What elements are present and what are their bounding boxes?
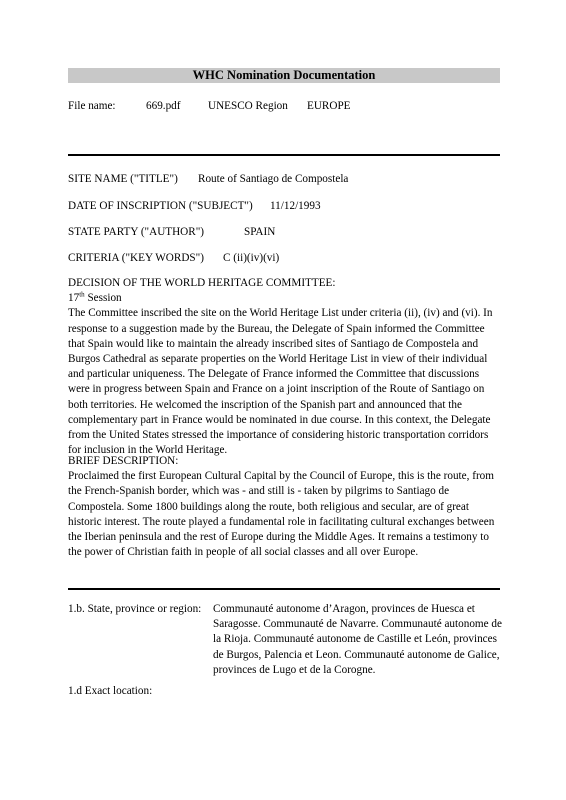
file-name-label: File name: bbox=[68, 100, 116, 112]
session-ordinal: th bbox=[79, 290, 85, 299]
brief-divider bbox=[68, 588, 500, 590]
date-of-inscription-label: DATE OF INSCRIPTION ("SUBJECT") bbox=[68, 200, 253, 212]
decision-body: The Committee inscribed the site on the World Heritage List under criteria (ii), (iv) and (vi). In response to a suggestion made by the Bureau, the Delegate of Spain informed the Committee that Spain would like to maintain the already inscribed sites of Santiago de Compostela and Burgos Cathedral as separate properties on the World Heritage List in view of their individual and particular uniqueness. The Delegate of France informed the Committee that discussions were in progress between Spain and France on a joint inscription of the Route of Santiago on both territories. He welcomed the inscription of the Spanish part and announced that the complementary part in France would be nominated in due course. In this context, the Delegate from the United States stressed the importance of considering historic transportation corridors for inclusion in the World Heritage. bbox=[68, 307, 493, 457]
session-number: 17 bbox=[68, 292, 80, 305]
session-word: Session bbox=[84, 292, 122, 305]
site-name-value: Route of Santiago de Compostela bbox=[198, 173, 349, 185]
state-party-label: STATE PARTY ("AUTHOR") bbox=[68, 226, 205, 238]
province-value: Communauté autonome d’Aragon, provinces de Huesca et Saragosse. Communauté de Navarre. Communauté autonome de la Rioja. Communauté autonome de Castille et León, provinces de Burgos, Palencia et Leon. Communauté autonome de Galice, provinces de Lugo et de la Corogne. bbox=[213, 603, 502, 676]
site-name-label: SITE NAME ("TITLE") bbox=[68, 173, 178, 185]
brief-description-body: Proclaimed the first European Cultural Capital by the Council of Europe, this is the route, from the French-Spanish border, which was - and still is - taken by pilgrims to Santiago de Compostela. Some 1800 buildings along the route, both religious and secular, are of great historic interest. The route played a fundamental role in facilitating cultural exchanges between the Iberian peninsula and the rest of Europe during the Middle Ages. It remains a testimony to the power of Christian faith in people of all social classes and all over Europe. bbox=[68, 470, 495, 559]
document-title: WHC Nomination Documentation bbox=[68, 68, 500, 83]
header-divider bbox=[68, 154, 500, 156]
unesco-region-label: UNESCO Region bbox=[208, 100, 288, 112]
exact-location-label: 1.d Exact location: bbox=[68, 685, 153, 697]
criteria-value: C (ii)(iv)(vi) bbox=[223, 252, 280, 264]
brief-description-section bbox=[68, 454, 500, 560]
file-name-value: 669.pdf bbox=[146, 100, 181, 112]
province-label: 1.b. State, province or region: bbox=[68, 603, 202, 615]
brief-description-heading: BRIEF DESCRIPTION: bbox=[68, 455, 179, 467]
decision-section bbox=[68, 276, 500, 458]
session-line bbox=[68, 291, 500, 306]
unesco-region-value: EUROPE bbox=[307, 100, 351, 112]
criteria-label: CRITERIA ("KEY WORDS") bbox=[68, 252, 204, 264]
date-of-inscription-value: 11/12/1993 bbox=[270, 200, 321, 212]
state-party-value: SPAIN bbox=[244, 226, 276, 238]
decision-heading: DECISION OF THE WORLD HERITAGE COMMITTEE: bbox=[68, 277, 336, 289]
